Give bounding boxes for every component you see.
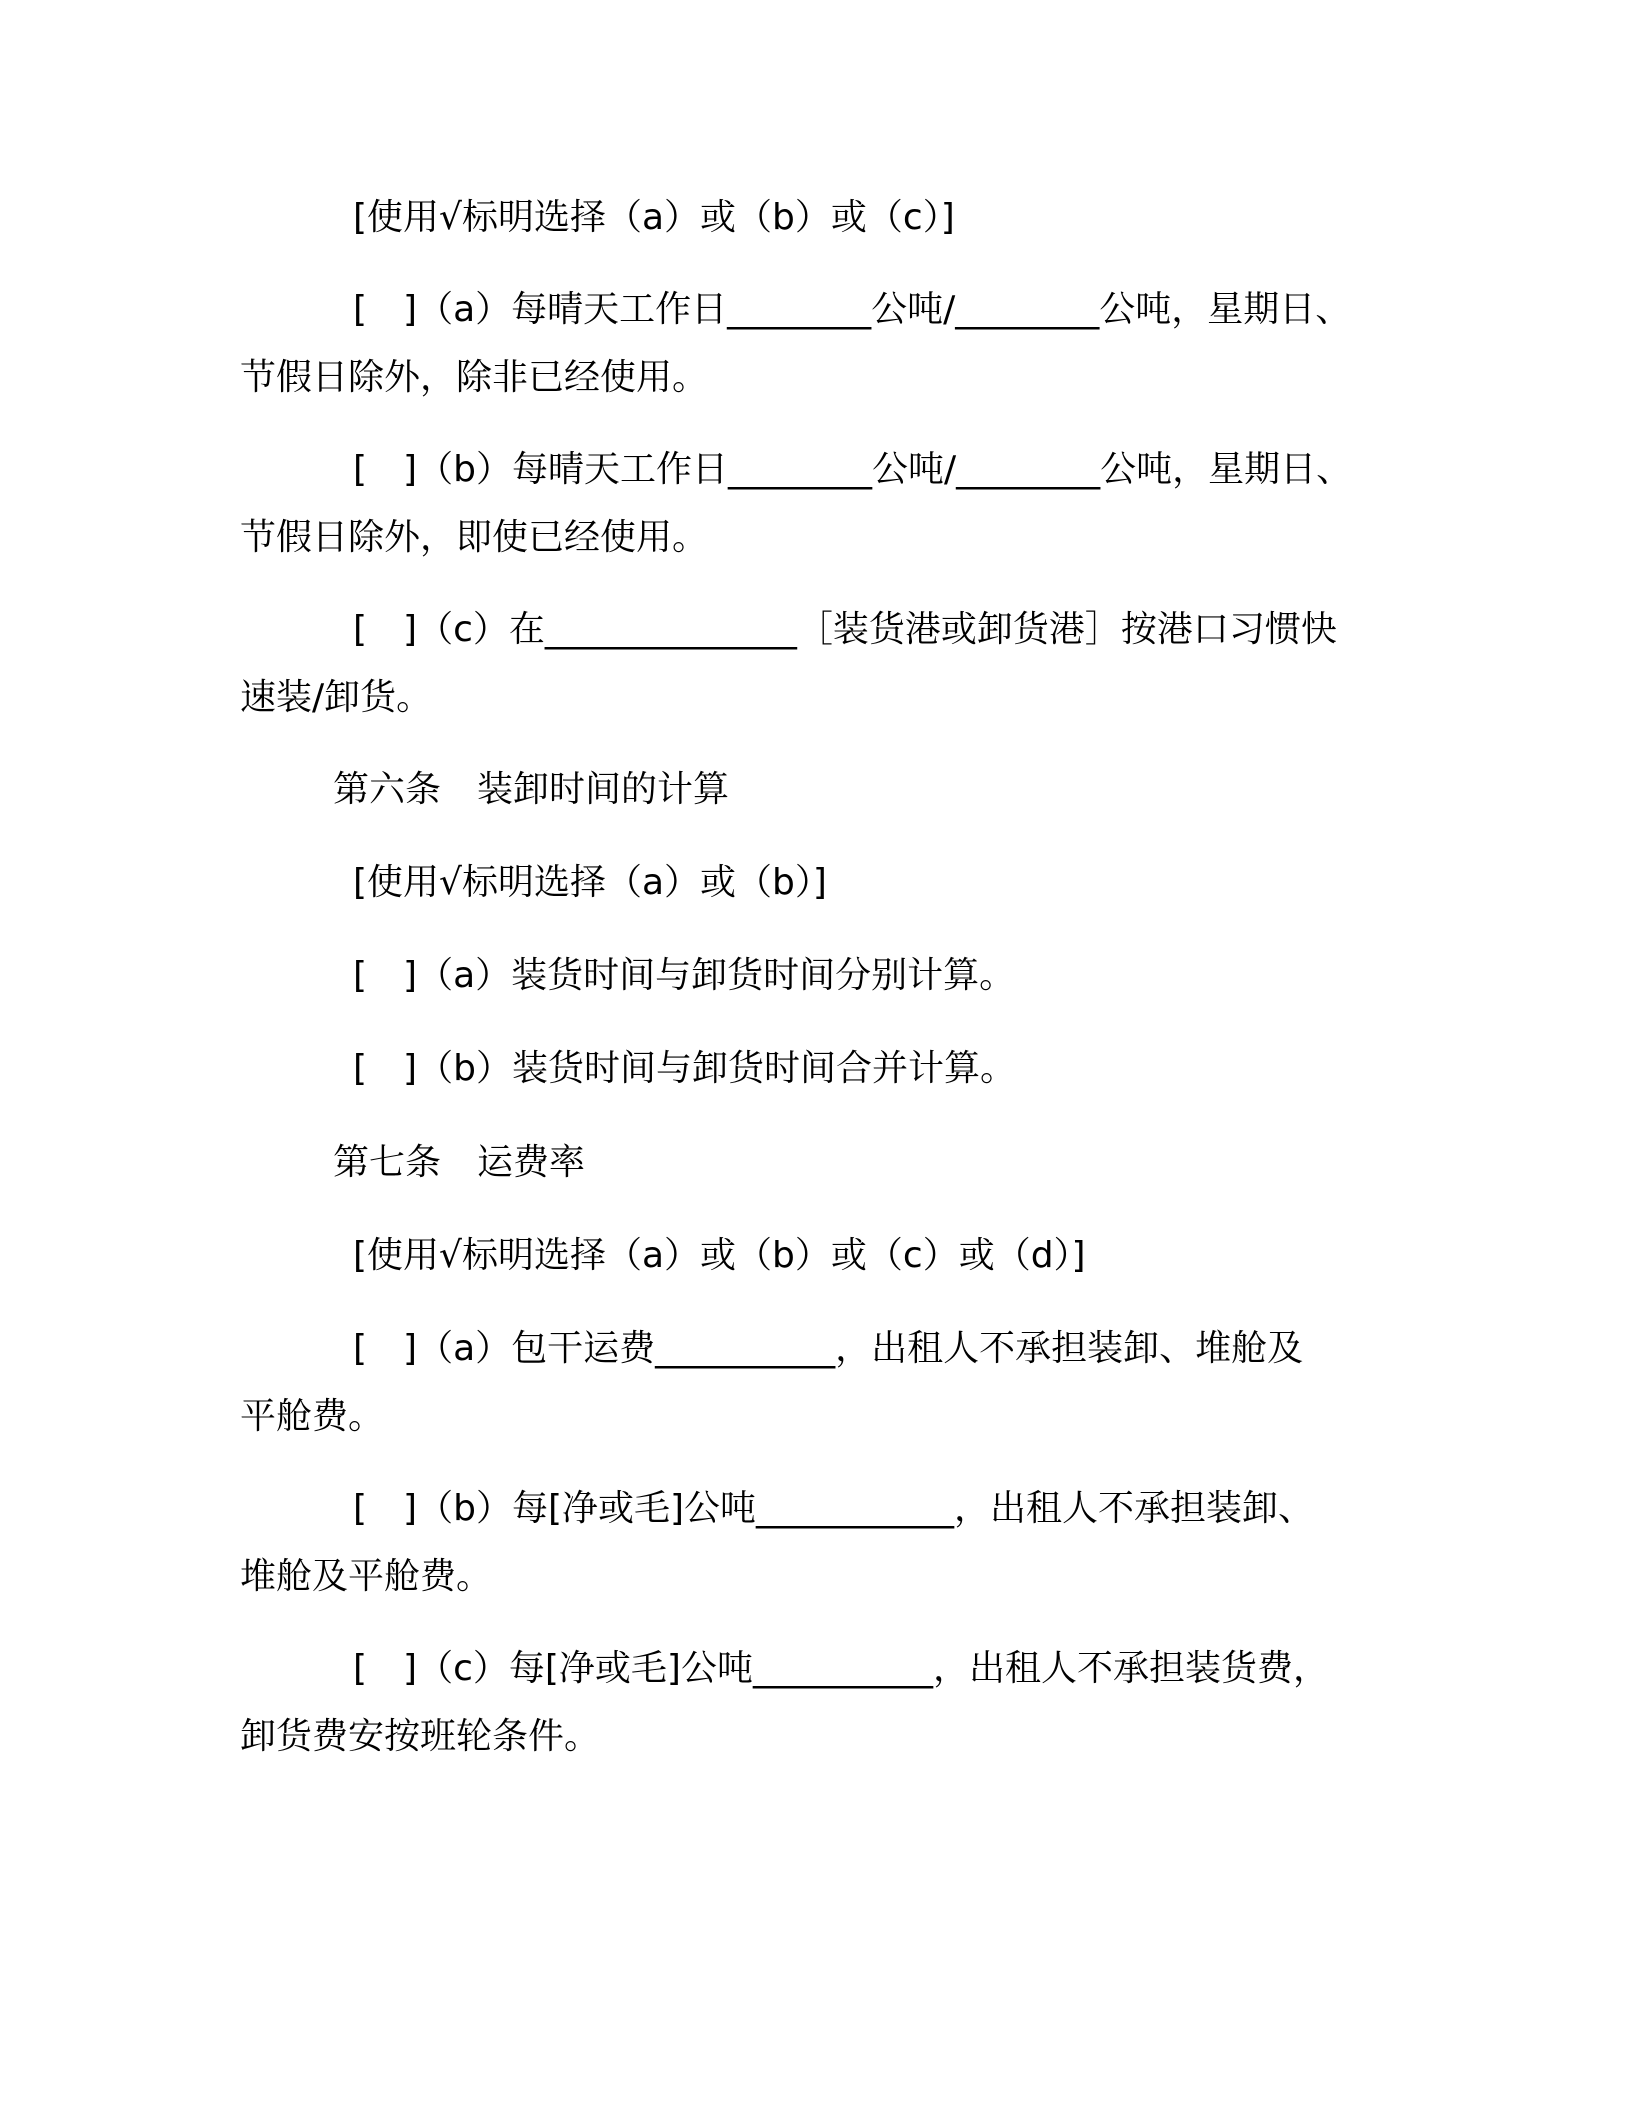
option-line: [ ]（a）每晴天工作日________公吨/________公吨，星期日、 xyxy=(353,289,1352,330)
option-line: [ ]（b）每晴天工作日________公吨/________公吨，星期日、 xyxy=(353,449,1353,490)
option-continuation-line: 节假日除外，即使已经使用。 xyxy=(240,517,709,558)
instruction-line: [使用√标明选择（a）或（b）或（c）] xyxy=(353,197,955,238)
option-line: [ ]（a）装货时间与卸货时间分别计算。 xyxy=(353,955,1016,996)
option-line: [ ]（c）在______________［装货港或卸货港］按港口习惯快 xyxy=(353,609,1337,650)
instruction-line: [使用√标明选择（a）或（b）] xyxy=(353,862,827,903)
option-continuation-line: 速装/卸货。 xyxy=(240,677,433,718)
option-line: [ ]（b）每[净或毛]公吨___________，出租人不承担装卸、 xyxy=(353,1488,1315,1529)
option-line: [ ]（c）每[净或毛]公吨__________，出租人不承担装货费， xyxy=(353,1648,1329,1689)
option-continuation-line: 平舱费。 xyxy=(240,1396,385,1437)
option-continuation-line: 节假日除外，除非已经使用。 xyxy=(240,357,709,398)
option-continuation-line: 卸货费安按班轮条件。 xyxy=(240,1716,601,1757)
instruction-line: [使用√标明选择（a）或（b）或（c）或（d）] xyxy=(353,1235,1086,1276)
option-line: [ ]（b）装货时间与卸货时间合并计算。 xyxy=(353,1048,1016,1089)
option-line: [ ]（a）包干运费__________，出租人不承担装卸、堆舱及 xyxy=(353,1328,1304,1369)
article-heading: 第六条 装卸时间的计算 xyxy=(333,769,730,810)
option-continuation-line: 堆舱及平舱费。 xyxy=(240,1556,493,1597)
article-heading: 第七条 运费率 xyxy=(333,1142,586,1183)
